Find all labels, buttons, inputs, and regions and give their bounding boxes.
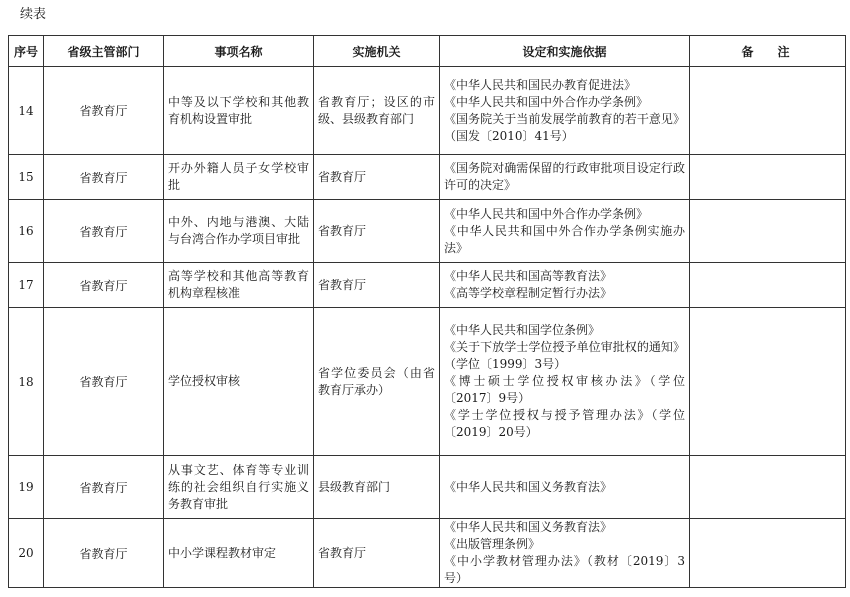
row-basis xyxy=(440,200,690,263)
approval-items-table xyxy=(8,35,846,588)
row-seq: 14 xyxy=(9,67,44,155)
basis-line: 《中华人民共和国中外合作办学条例》 xyxy=(444,206,649,221)
row-impl: 省学位委员会（由省教育厅承办） xyxy=(314,308,440,456)
row-basis xyxy=(440,155,690,200)
row-remarks xyxy=(690,263,846,308)
header-basis: 设定和实施依据 xyxy=(440,36,690,67)
basis-line: 《中华人民共和国中外合作办学条例实施办法》 xyxy=(444,223,685,255)
row-basis xyxy=(440,519,690,588)
header-dept: 省级主管部门 xyxy=(44,36,164,67)
basis-line: 《中小学教材管理办法》（教材〔2019〕3号） xyxy=(444,554,685,585)
basis-line: 《中华人民共和国中外合作办学条例》 xyxy=(444,94,649,109)
row-remarks xyxy=(690,519,846,588)
header-row xyxy=(9,36,846,67)
row-dept: 省教育厅 xyxy=(44,263,164,308)
table-row xyxy=(9,456,846,519)
row-item: 开办外籍人员子女学校审批 xyxy=(164,155,314,200)
row-remarks xyxy=(690,200,846,263)
row-item: 高等学校和其他高等教育机构章程核准 xyxy=(164,263,314,308)
header-impl: 实施机关 xyxy=(314,36,440,67)
basis-line: 《学士学位授权与授予管理办法》（学位〔2019〕20号） xyxy=(444,408,685,439)
table-row xyxy=(9,155,846,200)
row-seq: 15 xyxy=(9,155,44,200)
table-caption: 续表 xyxy=(20,7,47,22)
basis-line: 《中华人民共和国民办教育促进法》 xyxy=(444,77,637,92)
row-item: 中等及以下学校和其他教育机构设置审批 xyxy=(164,67,314,155)
basis-line: 《博士硕士学位授权审核办法》（学位〔2017〕9号） xyxy=(444,374,685,405)
row-impl: 省教育厅 xyxy=(314,519,440,588)
row-impl: 县级教育部门 xyxy=(314,456,440,519)
row-seq: 20 xyxy=(9,519,44,588)
row-dept: 省教育厅 xyxy=(44,200,164,263)
basis-line: 《中华人民共和国高等教育法》 xyxy=(444,269,613,283)
row-impl: 省教育厅 xyxy=(314,155,440,200)
basis-line: 《高等学校章程制定暂行办法》 xyxy=(444,286,613,300)
basis-line: 《关于下放学士学位授予单位审批权的通知》（学位〔1999〕3号） xyxy=(444,340,685,371)
basis-line: 《中华人民共和国学位条例》 xyxy=(444,323,601,337)
row-seq: 17 xyxy=(9,263,44,308)
header-item: 事项名称 xyxy=(164,36,314,67)
basis-line: 《国务院关于当前发展学前教育的若干意见》（国发〔2010〕41号） xyxy=(444,111,685,143)
row-item: 中外、内地与港澳、大陆与台湾合作办学项目审批 xyxy=(164,200,314,263)
row-seq: 18 xyxy=(9,308,44,456)
table-row xyxy=(9,308,846,456)
row-dept: 省教育厅 xyxy=(44,456,164,519)
row-remarks xyxy=(690,456,846,519)
table-row xyxy=(9,200,846,263)
row-remarks xyxy=(690,67,846,155)
row-basis xyxy=(440,308,690,456)
row-seq: 16 xyxy=(9,200,44,263)
row-item: 从事文艺、体育等专业训练的社会组织自行实施义务教育审批 xyxy=(164,456,314,519)
row-dept: 省教育厅 xyxy=(44,519,164,588)
table-row xyxy=(9,519,846,588)
header-seq: 序号 xyxy=(9,36,44,67)
table-row xyxy=(9,263,846,308)
row-impl: 省教育厅 xyxy=(314,263,440,308)
row-remarks xyxy=(690,308,846,456)
table-row xyxy=(9,67,846,155)
basis-line: 《国务院对确需保留的行政审批项目设定行政许可的决定》 xyxy=(444,161,685,192)
row-impl: 省教育厅 xyxy=(314,200,440,263)
basis-line: 《出版管理条例》 xyxy=(444,537,541,551)
row-basis xyxy=(440,263,690,308)
basis-line: 《中华人民共和国义务教育法》 xyxy=(444,520,613,534)
row-impl: 省教育厅；设区的市级、县级教育部门 xyxy=(314,67,440,155)
row-dept: 省教育厅 xyxy=(44,155,164,200)
row-dept: 省教育厅 xyxy=(44,67,164,155)
row-basis xyxy=(440,456,690,519)
row-item: 中小学课程教材审定 xyxy=(164,519,314,588)
row-remarks xyxy=(690,155,846,200)
row-basis xyxy=(440,67,690,155)
basis-line: 《中华人民共和国义务教育法》 xyxy=(444,479,613,494)
header-remarks: 备注 xyxy=(690,36,846,67)
row-item: 学位授权审核 xyxy=(164,308,314,456)
row-dept: 省教育厅 xyxy=(44,308,164,456)
row-seq: 19 xyxy=(9,456,44,519)
